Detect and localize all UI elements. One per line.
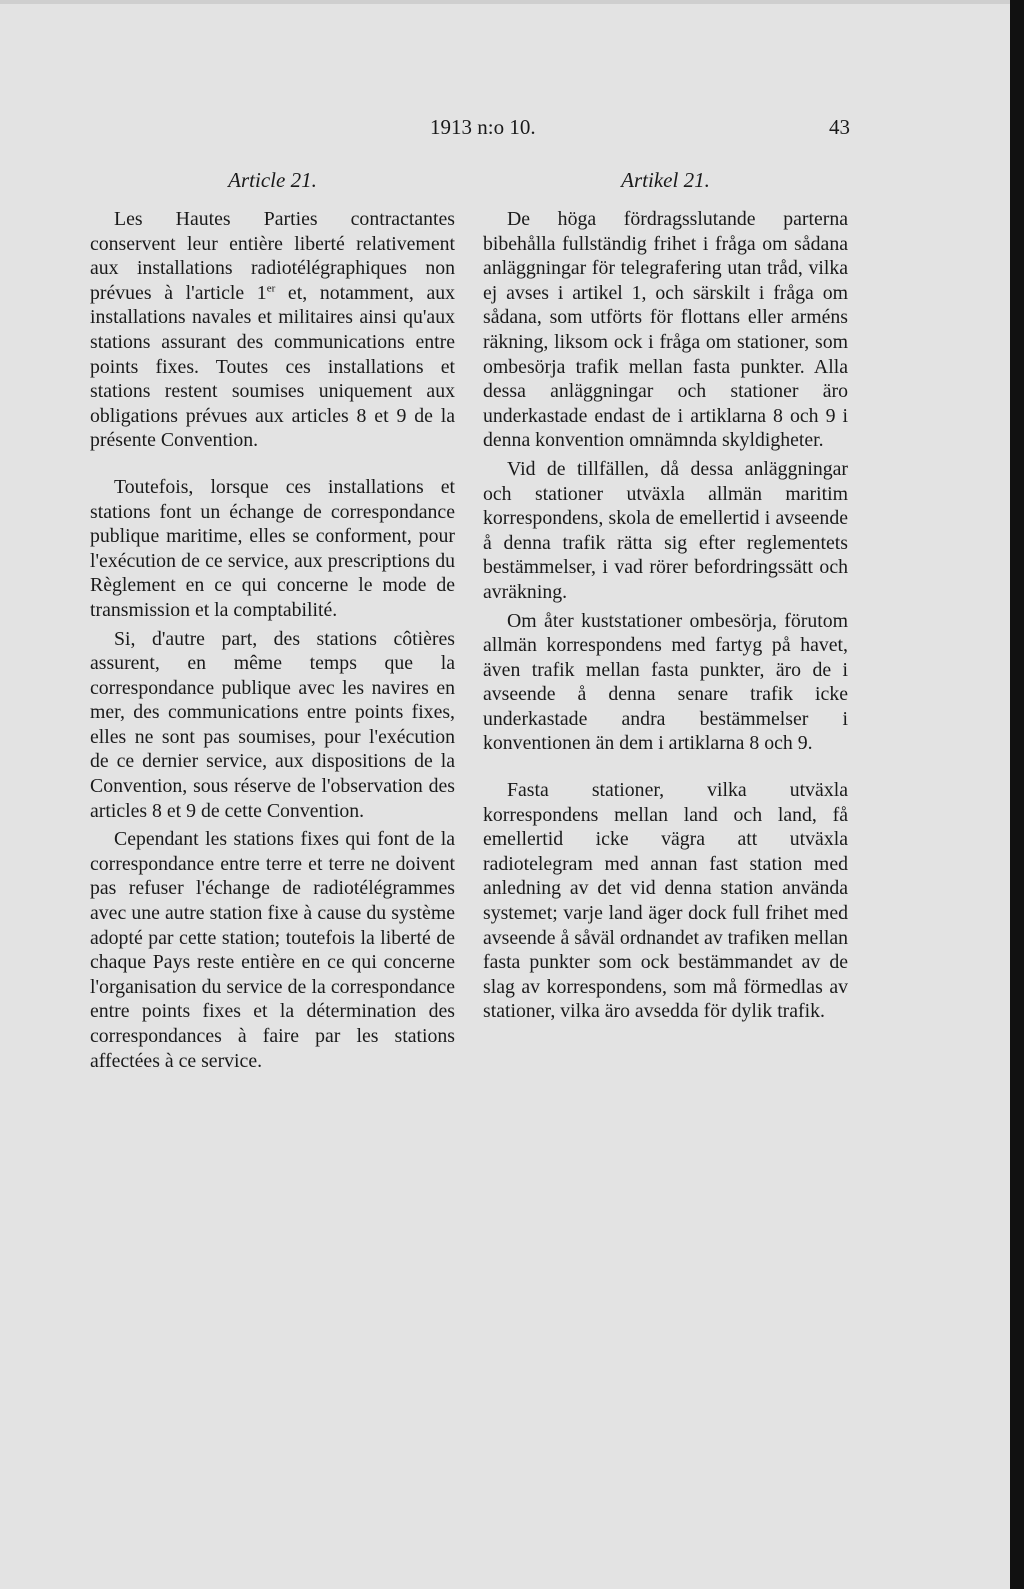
scan-dark-edge bbox=[1010, 0, 1024, 1589]
swedish-paragraph-3: Om åter kuststationer ombesörja, förutom allmän korrespondens med fartyg på havet, även trafik mellan fasta punkter, äro de i avseende å denna senare trafik icke underkastade andra bestämmelser i konventionen än dem i artiklarna 8 och 9. bbox=[483, 609, 848, 755]
page-number: 43 bbox=[829, 115, 850, 139]
french-column bbox=[90, 168, 455, 1095]
swedish-paragraph-2: Vid de tillfällen, då dessa anläggningar och stationer utväxla allmän maritim korrespondens, skola de emellertid i avseende å denna trafik rätta sig efter reglementets bestämmelser, i vad rörer befordringssätt och avräkning. bbox=[483, 457, 848, 603]
french-paragraph-1: Les Hautes Parties contractantes conservent leur entière liberté relativement aux installations radiotélégraphiques non prévues à l'article 1er et, notamment, aux installations navales et militaires ainsi qu'aux stations assurant des communications entre points fixes. Toutes ces installations et stations restent soumises uniquement aux obligations prévues aux articles 8 et 9 de la présente Convention. bbox=[90, 208, 456, 452]
running-header bbox=[90, 115, 850, 145]
french-article-heading: Article 21. bbox=[228, 168, 317, 192]
french-paragraph-4: Cependant les stations fixes qui font de la correspondance entre terre et terre ne doivent pas refuser l'échange de radiotélégrammes avec une autre station fixe à cause du système adopté par cette station; toutefois la liberté de chaque Pays reste entière en ce qui concerne l'organisation du service de la correspondance entre points fixes et la détermination des correspondances à faire par les stations affectées à ce service. bbox=[90, 828, 455, 1072]
swedish-paragraph-4: Fasta stationer, vilka utväxla korrespondens mellan land och land, få emellertid icke vägra att utväxla radiotelegram med annan fast station med anledning av det vid denna station använda systemet; varje land äger dock full frihet med avseende å såväl ordnandet av trafiken mellan fasta punkter som ock bestämmandet av de slag av korrespondens, som må förmedlas av stationer, vilka äro avsedda för dylik trafik. bbox=[483, 779, 848, 1023]
french-paragraph-2: Toutefois, lorsque ces installations et stations font un échange de correspondance publique maritime, elles se conforment, pour l'exécution de ce service, aux prescriptions du Règlement en ce qui concerne le mode de transmission et la comptabilité. bbox=[90, 475, 455, 621]
page-top-edge bbox=[0, 0, 1010, 4]
swedish-article-heading: Artikel 21. bbox=[621, 168, 710, 192]
swedish-column bbox=[483, 168, 848, 1046]
french-paragraph-3: Si, d'autre part, des stations côtières assurent, en même temps que la correspondance publique avec les navires en mer, des communications entre points fixes, elles ne sont pas soumises, pour l'exécution de ce dernier service, aux dispositions de la Convention, sous réserve de l'observation des articles 8 et 9 de cette Convention. bbox=[90, 627, 455, 822]
ordinal-superscript: er bbox=[266, 282, 276, 295]
swedish-paragraph-1: De höga fördragsslutande parterna bibehålla fullständig frihet i fråga om sådana anläggningar för telegrafering utan tråd, vilka ej avses i artikel 1, och särskilt i fråga om sådana, som utförts för flottans eller arméns räkning, liksom ock i fråga om stationer, som ombesörja trafik mellan fasta punkter. Alla dessa anläggningar och stationer äro underkastade endast de i artiklarna 8 och 9 i denna konvention omnämnda skyldigheter. bbox=[483, 208, 848, 452]
header-document-reference: 1913 n:o 10. bbox=[430, 115, 536, 139]
